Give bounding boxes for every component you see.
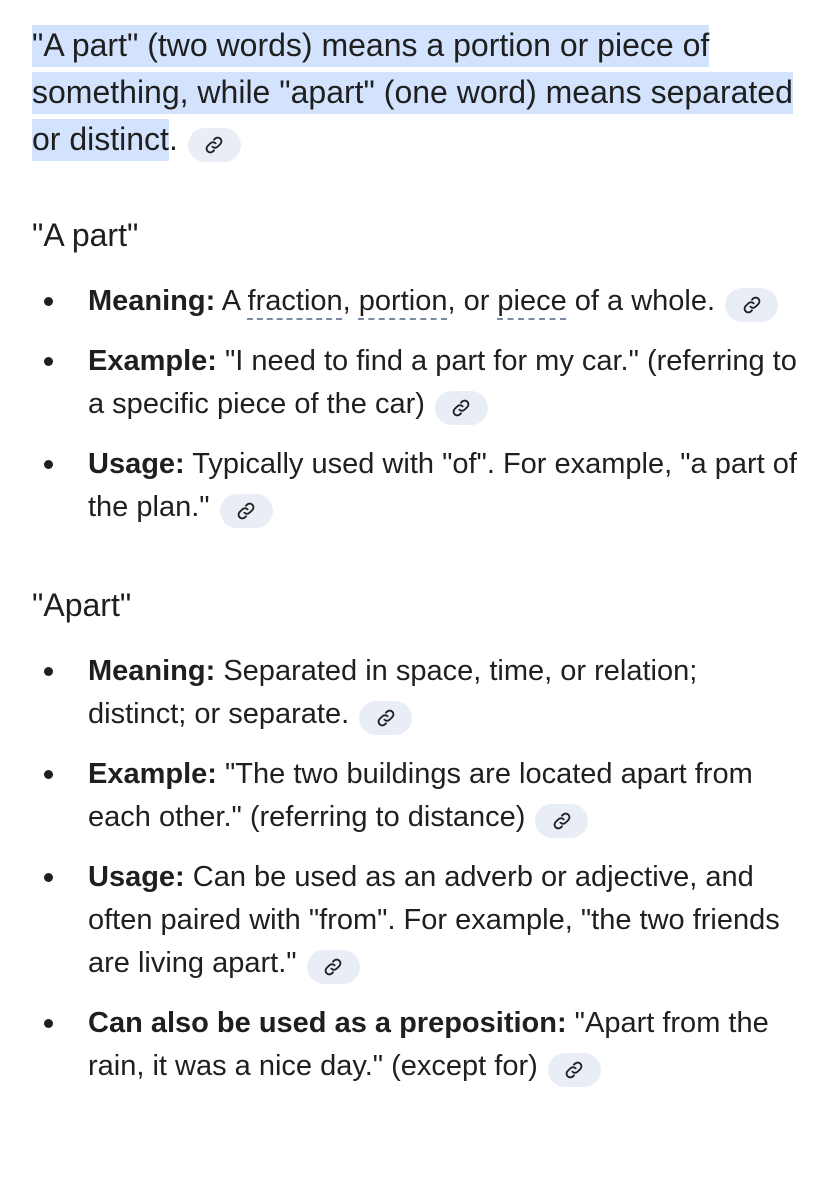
link-icon [552, 811, 572, 831]
link-icon [323, 957, 343, 977]
intro-paragraph [32, 22, 802, 163]
source-link-button[interactable] [220, 494, 273, 528]
bullet-dot [44, 1019, 53, 1028]
item-term: Example: [88, 758, 217, 790]
source-link-button[interactable] [535, 804, 588, 838]
item-text: "I need to find a part for my car." (referring to a specific piece of the car) [88, 345, 797, 420]
item-term: Usage: [88, 448, 185, 480]
link-icon [376, 708, 396, 728]
item-text: "Apart from the rain, it was a nice day." (except for) [88, 1007, 769, 1082]
list-item [32, 856, 802, 985]
apart-list [32, 650, 802, 1088]
bullet-dot [44, 873, 53, 882]
list-item [32, 443, 802, 529]
item-term: Usage: [88, 861, 185, 893]
intro-period: . [168, 121, 178, 157]
link-icon [204, 135, 224, 155]
link-icon [451, 398, 471, 418]
item-term: Meaning: [88, 655, 216, 687]
bullet-dot [44, 460, 53, 469]
definition-link-portion[interactable]: portion [358, 285, 448, 317]
source-link-button[interactable] [435, 391, 488, 425]
source-link-button[interactable] [725, 288, 778, 322]
source-link-button[interactable] [548, 1053, 601, 1087]
list-item [32, 340, 802, 426]
source-link-button[interactable] [359, 701, 412, 735]
item-term: Example: [88, 345, 217, 377]
bullet-dot [44, 770, 53, 779]
item-term: Meaning: [88, 285, 216, 317]
bullet-dot [44, 297, 53, 306]
link-icon [742, 295, 762, 315]
list-item [32, 280, 802, 323]
definition-link-piece[interactable]: piece [497, 285, 567, 317]
response-content [32, 22, 802, 1105]
list-item [32, 650, 802, 736]
item-term: Can also be used as a preposition: [88, 1007, 567, 1039]
list-item [32, 1002, 802, 1088]
item-text: Typically used with "of". For example, "a part of the plan." [88, 448, 797, 523]
bullet-dot [44, 357, 53, 366]
item-text: , [342, 285, 359, 317]
item-text: , or [447, 285, 498, 317]
definition-link-fraction[interactable]: fraction [247, 285, 343, 317]
section-heading-a-part: "A part" [32, 217, 139, 253]
item-text: of a whole. [566, 285, 716, 317]
section-heading-apart: "Apart" [32, 587, 132, 623]
item-text: Can be used as an adverb or adjective, and often paired with "from". For example, "the two friends are living apart." [88, 861, 780, 979]
highlighted-summary: "A part" (two words) means a portion or piece of something, while "apart" (one word) means separated or distinct [32, 25, 793, 161]
a-part-list [32, 280, 802, 529]
link-icon [236, 501, 256, 521]
list-item [32, 753, 802, 839]
source-link-button[interactable] [188, 128, 241, 162]
item-text: "The two buildings are located apart from each other." (referring to distance) [88, 758, 753, 833]
link-icon [564, 1060, 584, 1080]
item-text: Separated in space, time, or relation; distinct; or separate. [88, 655, 698, 730]
bullet-dot [44, 667, 53, 676]
source-link-button[interactable] [307, 950, 360, 984]
item-text: A [215, 285, 248, 317]
